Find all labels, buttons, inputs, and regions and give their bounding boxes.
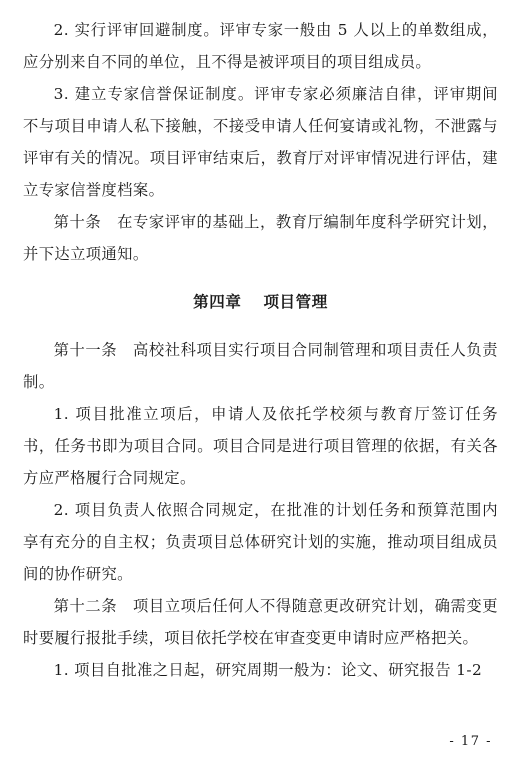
paragraph-research-period: 1. 项目自批准之日起，研究周期一般为：论文、研究报告 1-2	[53, 661, 483, 679]
paragraph-article-10: 第十条 在专家评审的基础上，教育厅编制年度科学研究计划，并下达立项通知。	[23, 213, 498, 263]
chapter-title-text: 项目管理	[263, 293, 328, 311]
paragraph-contract-item-1: 1. 项目批准立项后，申请人及依托学校须与教育厅签订任务书，任务书即为项目合同。项目合同是进行项目管理的依据，有关各方应严格履行合同规定。	[23, 405, 498, 487]
page-number: - 17 -	[449, 734, 492, 749]
paragraph-contract-item-2: 2. 项目负责人依照合同规定，在批准的计划任务和预算范围内享有充分的自主权；负责项目总体研究计划的实施，推动项目组成员间的协作研究。	[23, 501, 498, 583]
paragraph-article-11: 第十一条 高校社科项目实行项目合同制管理和项目责任人负责制。	[23, 341, 498, 391]
chapter-number: 第四章	[193, 293, 242, 311]
paragraph-avoidance-rule: 2. 实行评审回避制度。评审专家一般由 5 人以上的单数组成，应分别来自不同的单位，且不得是被评项目的项目组成员。	[23, 21, 498, 71]
paragraph-credibility-rule: 3. 建立专家信誉保证制度。评审专家必须廉洁自律，评审期间不与项目申请人私下接触，不接受申请人任何宴请或礼物，不泄露与评审有关的情况。项目评审结束后，教育厅对评审情况进行评估，建立专家信誉度档案。	[23, 85, 498, 199]
chapter-heading	[23, 270, 498, 334]
paragraph-article-12: 第十二条 项目立项后任何人不得随意更改研究计划，确需变更时要履行报批手续，项目依托学校在审查变更申请时应严格把关。	[23, 597, 498, 647]
